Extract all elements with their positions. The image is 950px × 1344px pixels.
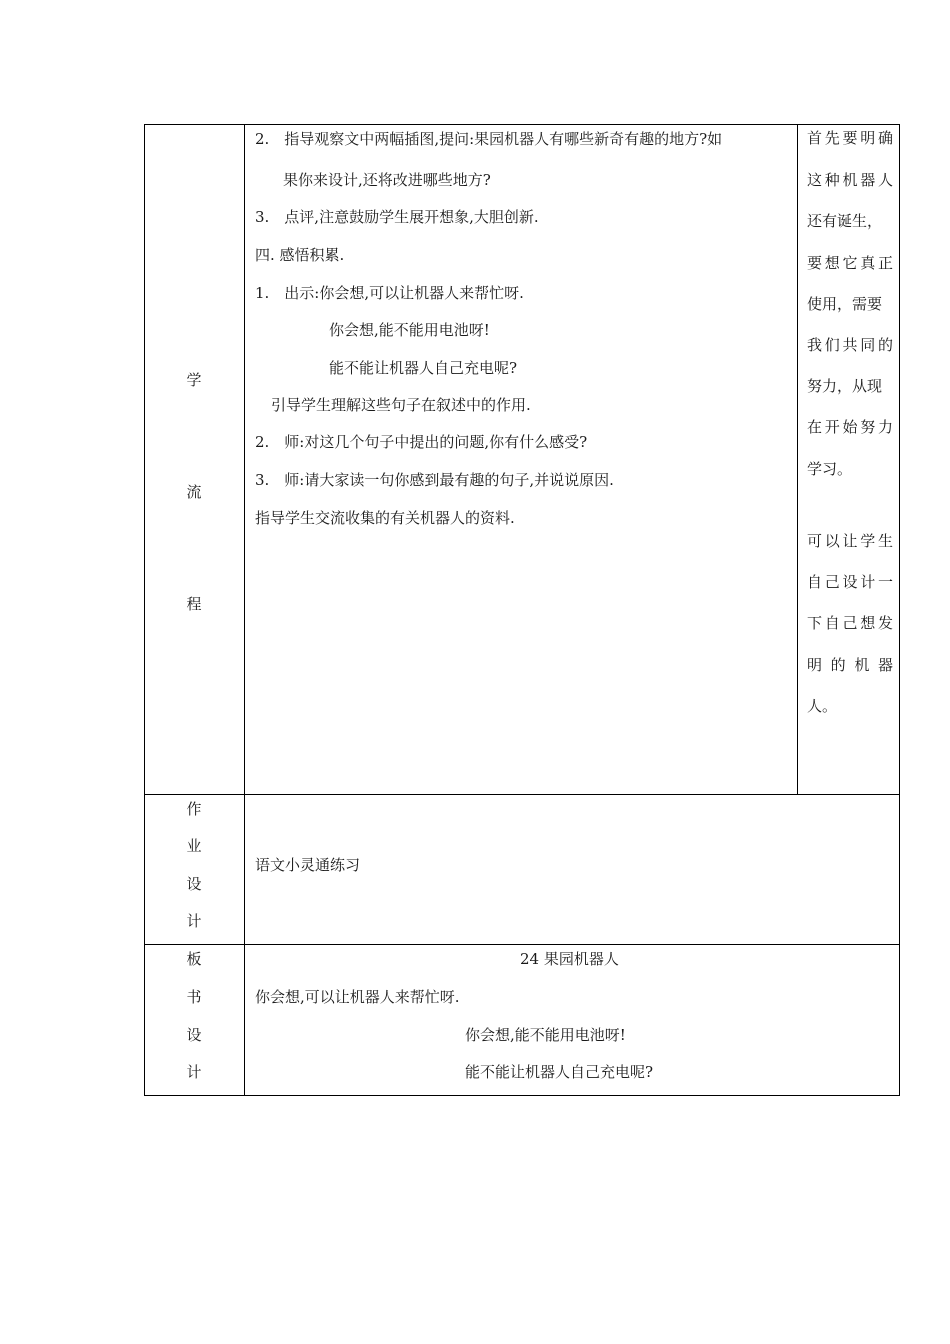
homework-content: 语文小灵通练习 <box>255 856 361 874</box>
flow-line-3: 3. 点评,注意鼓励学生展开想象,大胆创新. <box>255 208 539 226</box>
flow-label-char-2: 流 <box>186 483 202 501</box>
board-line-1: 你会想,可以让机器人来帮忙呀. <box>255 988 460 1006</box>
board-line-2: 你会想,能不能用电池呀! <box>465 1026 626 1044</box>
flow-label-char-1: 学 <box>186 371 202 389</box>
flow-line-8: 引导学生理解这些句子在叙述中的作用. <box>271 396 531 414</box>
row-divider-homework <box>144 794 900 795</box>
table-border-left <box>144 124 145 1096</box>
flow-line-4: 四. 感悟积累. <box>255 246 345 264</box>
flow-line-11: 指导学生交流收集的有关机器人的资料. <box>255 509 515 527</box>
flow-note-14: 人。 <box>807 697 838 715</box>
flow-note-8: 在开始努力 <box>807 418 893 436</box>
column-divider-notes <box>797 124 798 795</box>
column-divider-label <box>244 124 245 1096</box>
flow-note-6: 我们共同的 <box>807 336 893 354</box>
flow-line-7: 能不能让机器人自己充电呢? <box>329 359 518 377</box>
flow-note-4: 要想它真正 <box>807 254 893 272</box>
flow-note-1: 首先要明确 <box>807 129 893 147</box>
flow-note-9: 学习。 <box>807 460 853 478</box>
board-label-char-4: 计 <box>186 1063 202 1081</box>
flow-note-5: 使用，需要 <box>807 295 883 313</box>
table-border-top <box>144 124 900 125</box>
board-title: 24 果园机器人 <box>520 950 619 968</box>
flow-note-3: 还有诞生， <box>807 212 883 230</box>
homework-label-char-3: 设 <box>186 875 202 893</box>
flow-note-12: 下自己想发 <box>807 614 893 632</box>
board-label-char-1: 板 <box>186 950 202 968</box>
row-divider-board <box>144 944 900 945</box>
flow-note-11: 自己设计一 <box>807 573 893 591</box>
board-label-char-3: 设 <box>186 1026 202 1044</box>
flow-line-10: 3. 师:请大家读一句你感到最有趣的句子,并说说原因. <box>255 471 614 489</box>
flow-line-6: 你会想,能不能用电池呀! <box>329 321 490 339</box>
flow-note-7: 努力，从现 <box>807 377 883 395</box>
table-border-bottom <box>144 1095 900 1096</box>
board-line-3: 能不能让机器人自己充电呢? <box>465 1063 654 1081</box>
homework-label-char-1: 作 <box>186 800 202 818</box>
homework-label-char-2: 业 <box>186 837 202 855</box>
table-border-right <box>899 124 900 1096</box>
flow-line-5: 1. 出示:你会想,可以让机器人来帮忙呀. <box>255 284 524 302</box>
flow-label-char-3: 程 <box>186 595 202 613</box>
flow-note-10: 可以让学生 <box>807 532 893 550</box>
flow-note-13: 明的机器 <box>807 656 893 674</box>
flow-line-2: 果你来设计,还将改进哪些地方? <box>283 171 491 189</box>
flow-line-1: 2. 指导观察文中两幅插图,提问:果园机器人有哪些新奇有趣的地方?如 <box>255 130 723 148</box>
board-label-char-2: 书 <box>186 988 202 1006</box>
flow-note-2: 这种机器人 <box>807 171 893 189</box>
homework-label-char-4: 计 <box>186 912 202 930</box>
flow-line-9: 2. 师:对这几个句子中提出的问题,你有什么感受? <box>255 433 588 451</box>
